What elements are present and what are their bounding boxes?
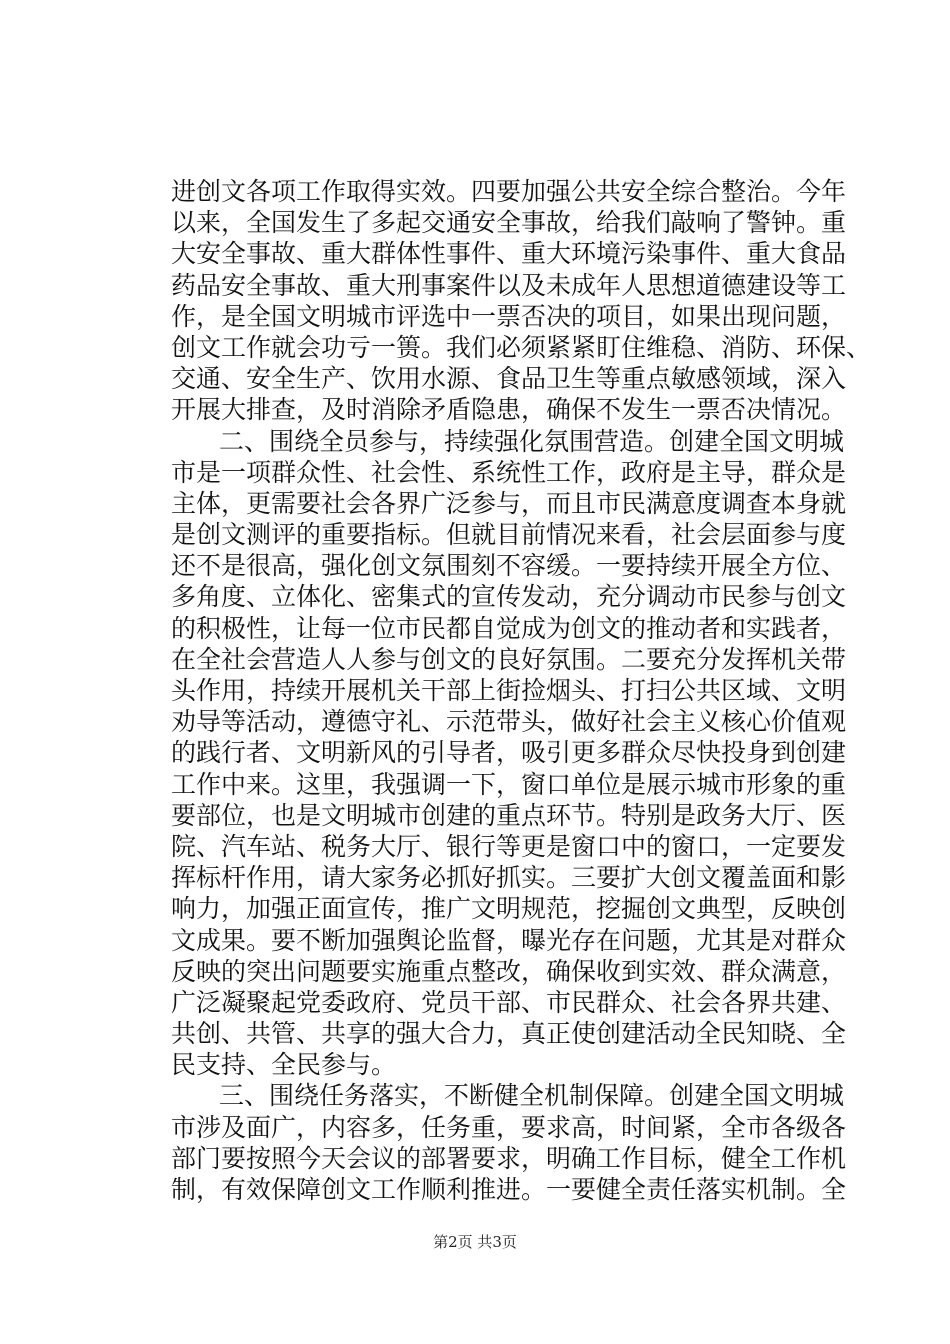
text-line: 挥标杆作用，请大家务必抓好抓实。三要扩大创文覆盖面和影 — [171, 863, 847, 893]
text-line: 民支持、全民参与。 — [171, 1050, 397, 1080]
text-line: 要部位，也是文明城市创建的重点环节。特别是政务大厅、医 — [171, 800, 847, 830]
text-line: 共创、共管、共享的强大合力，真正使创建活动全民知晓、全 — [171, 1019, 847, 1049]
text-line: 反映的突出问题要实施重点整改，确保收到实效、群众满意， — [171, 956, 847, 986]
text-line: 部门要按照今天会议的部署要求，明确工作目标，健全工作机 — [171, 1143, 847, 1173]
document-body — [171, 176, 872, 1205]
text-line: 进创文各项工作取得实效。四要加强公共安全综合整治。今年 — [171, 177, 847, 206]
text-line: 制，有效保障创文工作顺利推进。一要健全责任落实机制。全 — [171, 1175, 847, 1204]
text-line: 头作用，持续开展机关干部上街捡烟头、打扫公共区域、文明 — [171, 676, 847, 705]
text-line: 工作中来。这里，我强调一下，窗口单位是展示城市形象的重 — [171, 769, 847, 799]
text-line: 院、汽车站、税务大厅、银行等更是窗口中的窗口，一定要发 — [171, 831, 847, 861]
text-line: 在全社会营造人人参与创文的良好氛围。二要充分发挥机关带 — [171, 644, 847, 674]
text-line: 以来，全国发生了多起交通安全事故，给我们敲响了警钟。重 — [171, 208, 847, 238]
text-line: 还不是很高，强化创文氛围刻不容缓。一要持续开展全方位、 — [171, 551, 847, 581]
paragraph-start-line: 二、围绕全员参与，持续强化氛围营造。创建全国文明城 — [219, 426, 845, 456]
text-line: 多角度、立体化、密集式的宣传发动，充分调动市民参与创文 — [171, 582, 847, 612]
text-line: 的践行者、文明新风的引导者，吸引更多群众尽快投身到创建 — [171, 738, 847, 768]
text-line: 药品安全事故、重大刑事案件以及未成年人思想道德建设等工 — [171, 270, 847, 300]
page-footer: 第2页 共3页 — [433, 1233, 517, 1251]
text-line: 主体，更需要社会各界广泛参与，而且市民满意度调查本身就 — [171, 488, 847, 518]
paragraph-start-line: 三、围绕任务落实，不断健全机制保障。创建全国文明城 — [219, 1081, 845, 1111]
text-line: 是创文测评的重要指标。但就目前情况来看，社会层面参与度 — [171, 520, 847, 550]
text-line: 交通、安全生产、饮用水源、食品卫生等重点敏感领域，深入 — [171, 364, 847, 394]
text-line: 创文工作就会功亏一篑。我们必须紧紧盯住维稳、消防、环保、 — [171, 332, 872, 362]
text-line: 的积极性，让每一位市民都自觉成为创文的推动者和实践者， — [171, 613, 847, 643]
text-line: 广泛凝聚起党委政府、党员干部、市民群众、社会各界共建、 — [171, 987, 847, 1017]
text-line: 开展大排查，及时消除矛盾隐患，确保不发生一票否决情况。 — [171, 395, 847, 425]
text-line: 文成果。要不断加强舆论监督，曝光存在问题，尤其是对群众 — [171, 925, 847, 955]
text-line: 劝导等活动，遵德守礼、示范带头，做好社会主义核心价值观 — [171, 707, 847, 737]
text-line: 大安全事故、重大群体性事件、重大环境污染事件、重大食品 — [171, 239, 847, 269]
text-line: 作，是全国文明城市评选中一票否决的项目，如果出现问题， — [171, 301, 847, 331]
text-line: 市涉及面广，内容多，任务重，要求高，时间紧，全市各级各 — [171, 1112, 847, 1142]
text-line: 市是一项群众性、社会性、系统性工作，政府是主导，群众是 — [171, 457, 847, 487]
text-line: 响力，加强正面宣传，推广文明规范，挖掘创文典型，反映创 — [171, 894, 847, 924]
